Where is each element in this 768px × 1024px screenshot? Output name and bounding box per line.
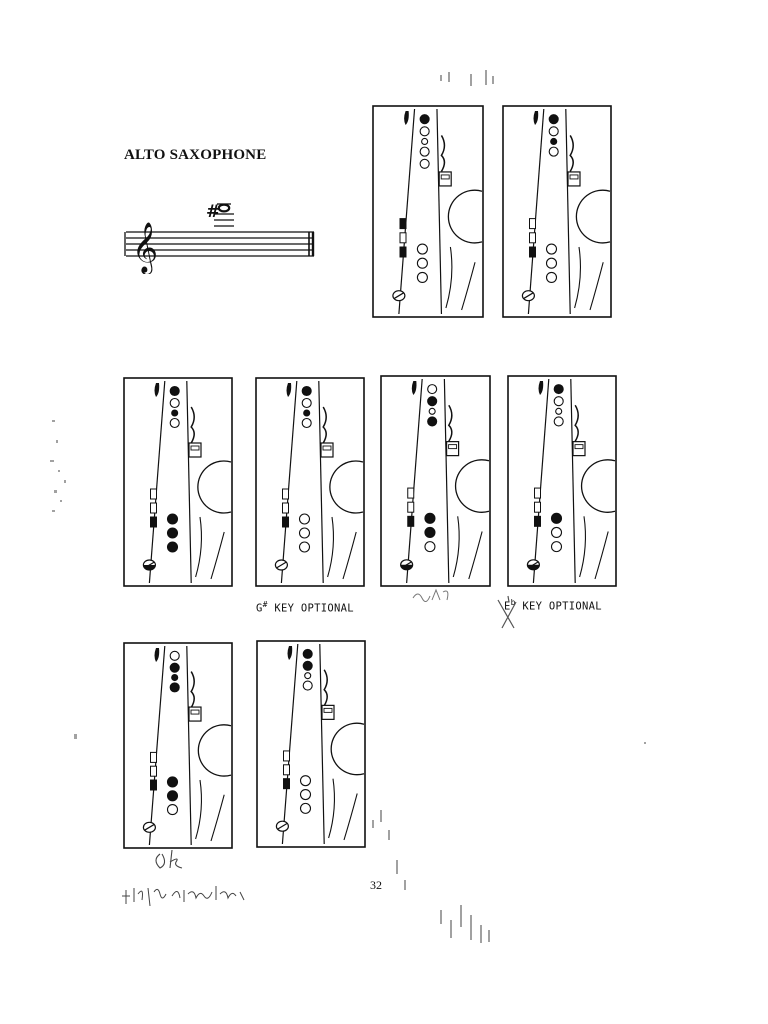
upper-tone-hole-4 <box>170 419 179 428</box>
side-small-key-2 <box>530 233 536 243</box>
side-small-key-3 <box>408 516 414 526</box>
chart-frame <box>124 643 232 848</box>
upper-tone-hole-2 <box>303 661 312 670</box>
side-small-key-3 <box>535 516 541 526</box>
upper-tone-hole-1 <box>428 385 437 394</box>
chart-frame <box>124 378 232 586</box>
lower-tone-hole-3 <box>300 542 310 552</box>
side-small-key-1 <box>535 488 541 498</box>
upper-tone-hole-2 <box>420 127 429 136</box>
side-small-key-3 <box>283 517 289 527</box>
fingering-chart-4 <box>255 377 365 587</box>
fingering-chart-1 <box>372 105 484 318</box>
upper-tone-hole-4 <box>554 417 563 426</box>
upper-tone-hole-2 <box>428 397 437 406</box>
music-staff <box>122 192 322 274</box>
side-small-key-1 <box>151 752 157 762</box>
upper-tone-hole-1 <box>170 651 179 660</box>
upper-tone-hole-3 <box>429 408 435 414</box>
lower-tone-hole-3 <box>168 542 178 552</box>
upper-tone-hole-2 <box>302 399 311 408</box>
side-small-key-1 <box>400 219 406 229</box>
caption-eflat-key-optional <box>504 598 602 613</box>
upper-tone-hole-3 <box>172 675 178 681</box>
treble-clef-icon: 𝄞 <box>132 222 159 273</box>
lower-tone-hole-1 <box>301 776 311 786</box>
chart-frame <box>373 106 483 317</box>
handwritten-scribble <box>410 586 455 608</box>
caption-eflat-rest: KEY OPTIONAL <box>515 600 602 613</box>
lower-tone-hole-1 <box>168 777 178 787</box>
lower-tone-hole-2 <box>417 258 427 268</box>
upper-tone-hole-4 <box>303 681 312 690</box>
lower-tone-hole-3 <box>168 805 178 815</box>
side-small-key-2 <box>535 502 541 512</box>
fingering-chart-5 <box>380 375 491 587</box>
lower-tone-hole-3 <box>552 542 562 552</box>
fingering-chart-3 <box>123 377 233 587</box>
upper-tone-hole-2 <box>170 399 179 408</box>
side-small-key-3 <box>400 247 406 257</box>
lower-tone-hole-2 <box>168 791 178 801</box>
lower-tone-hole-1 <box>168 514 178 524</box>
upper-tone-hole-2 <box>554 397 563 406</box>
lower-tone-hole-1 <box>417 244 427 254</box>
lower-tone-hole-1 <box>547 244 557 254</box>
upper-tone-hole-1 <box>554 385 563 394</box>
chart-frame <box>256 378 364 586</box>
fingering-chart-6 <box>507 375 617 587</box>
lower-tone-hole-1 <box>425 513 435 523</box>
chart-frame <box>503 106 611 317</box>
fingering-chart-8 <box>256 640 366 848</box>
upper-tone-hole-4 <box>170 683 179 692</box>
side-small-key-1 <box>283 489 289 499</box>
side-small-key-1 <box>151 489 157 499</box>
upper-tone-hole-2 <box>549 127 558 136</box>
fingering-chart-2 <box>502 105 612 318</box>
upper-tone-hole-3 <box>304 410 310 416</box>
side-small-key-2 <box>400 233 406 243</box>
caption-gsharp-rest: KEY OPTIONAL <box>267 602 354 615</box>
handwritten-ok <box>150 848 190 872</box>
upper-tone-hole-3 <box>556 408 562 414</box>
caption-eflat-sup: b <box>510 598 516 607</box>
side-small-key-2 <box>408 502 414 512</box>
caption-gsharp-sup: # <box>262 600 268 609</box>
side-small-key-2 <box>283 503 289 513</box>
chart-frame <box>381 376 490 586</box>
lower-tone-hole-3 <box>425 542 435 552</box>
caption-gsharp-prefix: G <box>256 602 263 615</box>
lower-tone-hole-2 <box>301 790 311 800</box>
upper-tone-hole-2 <box>170 663 179 672</box>
chart-frame <box>508 376 616 586</box>
lower-tone-hole-1 <box>552 513 562 523</box>
upper-tone-hole-3 <box>422 138 428 144</box>
upper-tone-hole-1 <box>170 387 179 396</box>
side-small-key-2 <box>151 766 157 776</box>
upper-tone-hole-1 <box>302 387 311 396</box>
side-small-key-3 <box>530 247 536 257</box>
upper-tone-hole-3 <box>551 138 557 144</box>
upper-tone-hole-4 <box>302 419 311 428</box>
page-title: ALTO SAXOPHONE <box>124 147 267 163</box>
upper-tone-hole-5 <box>420 159 429 168</box>
side-small-key-1 <box>284 751 290 761</box>
side-small-key-3 <box>151 780 157 790</box>
upper-tone-hole-1 <box>420 115 429 124</box>
lower-tone-hole-1 <box>300 514 310 524</box>
side-small-key-2 <box>151 503 157 513</box>
upper-tone-hole-3 <box>172 410 178 416</box>
handwritten-signature <box>118 876 258 910</box>
upper-tone-hole-3 <box>305 673 311 679</box>
lower-tone-hole-2 <box>300 528 310 538</box>
side-small-key-3 <box>284 779 290 789</box>
caption-eflat-prefix: E <box>504 600 511 613</box>
lower-tone-hole-2 <box>547 258 557 268</box>
side-small-key-3 <box>151 517 157 527</box>
lower-tone-hole-2 <box>552 527 562 537</box>
upper-tone-hole-1 <box>549 115 558 124</box>
chart-frame <box>257 641 365 847</box>
lower-tone-hole-3 <box>301 803 311 813</box>
sharp-icon: # <box>206 202 221 222</box>
upper-tone-hole-4 <box>420 147 429 156</box>
side-small-key-2 <box>284 765 290 775</box>
lower-tone-hole-3 <box>547 272 557 282</box>
upper-tone-hole-4 <box>428 417 437 426</box>
fingering-chart-7 <box>123 642 233 849</box>
upper-tone-hole-1 <box>303 649 312 658</box>
side-small-key-1 <box>408 488 414 498</box>
side-small-key-1 <box>530 219 536 229</box>
lower-tone-hole-3 <box>417 272 427 282</box>
whole-note-icon <box>219 205 229 212</box>
lower-tone-hole-2 <box>425 527 435 537</box>
page-number: 32 <box>370 878 382 892</box>
lower-tone-hole-2 <box>168 528 178 538</box>
upper-tone-hole-4 <box>549 147 558 156</box>
caption-gsharp-key-optional <box>256 600 354 615</box>
